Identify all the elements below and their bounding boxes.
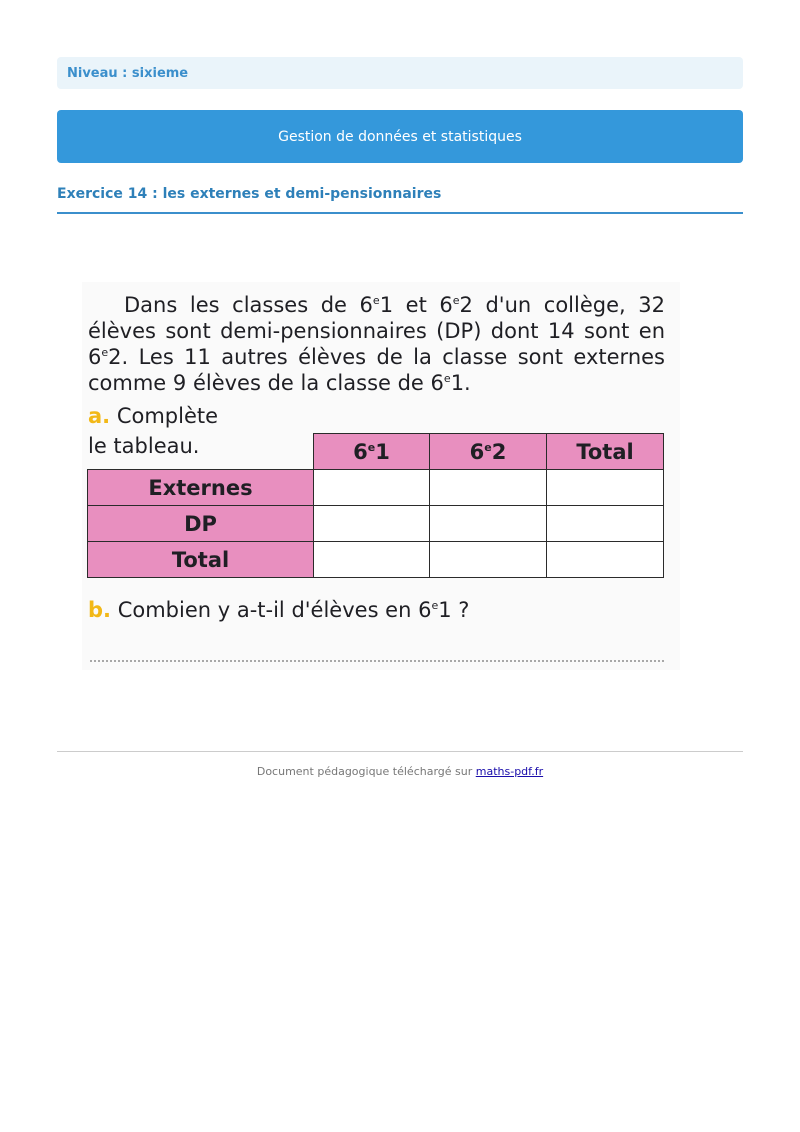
table-header-total: Total xyxy=(547,434,664,470)
part-b-question: b. Combien y a-t-il d'élèves en 6e1 ? xyxy=(88,598,470,622)
table-row-dp: DP xyxy=(88,506,314,542)
footer xyxy=(0,765,800,778)
table-cell xyxy=(430,506,547,542)
table-cell xyxy=(547,470,664,506)
footer-text: Document pédagogique téléchargé sur xyxy=(256,765,476,778)
table-corner xyxy=(88,434,314,470)
table-cell xyxy=(430,542,547,578)
table-cell xyxy=(314,470,430,506)
table-row-total: Total xyxy=(88,542,314,578)
footer-divider xyxy=(57,751,743,752)
part-a-letter: a. xyxy=(88,404,111,428)
data-table xyxy=(87,433,664,578)
part-b-letter: b. xyxy=(88,598,112,622)
exercise-title: Exercice 14 : les externes et demi-pensionnaires xyxy=(57,186,743,214)
topic-text: Gestion de données et statistiques xyxy=(278,128,522,145)
table-header-6e1: 6e1 xyxy=(314,434,430,470)
table-cell xyxy=(314,506,430,542)
level-text: Niveau : sixieme xyxy=(67,65,189,81)
table-header-6e2: 6e2 xyxy=(430,434,547,470)
table-cell xyxy=(430,470,547,506)
level-banner xyxy=(57,57,743,89)
exercise-statement: Dans les classes de 6e1 et 6e2 d'un collège, 32 élèves sont demi-pensionnaires (DP) dont 14 sont en 6e2. Les 11 autres élèves de la classe sont externes comme 9 élèves de la classe de 6e1. xyxy=(88,293,665,395)
table-cell xyxy=(547,542,664,578)
part-a-instruction: a. Complète xyxy=(88,404,219,428)
exercise-image xyxy=(82,282,680,670)
footer-link[interactable]: maths-pdf.fr xyxy=(475,765,544,778)
table-cell xyxy=(314,542,430,578)
table-row-externes: Externes xyxy=(88,470,314,506)
topic-banner xyxy=(57,110,743,163)
table-cell xyxy=(547,506,664,542)
answer-dotted-line xyxy=(90,660,664,662)
part-a-instruction-line2: le tableau. xyxy=(88,434,200,458)
